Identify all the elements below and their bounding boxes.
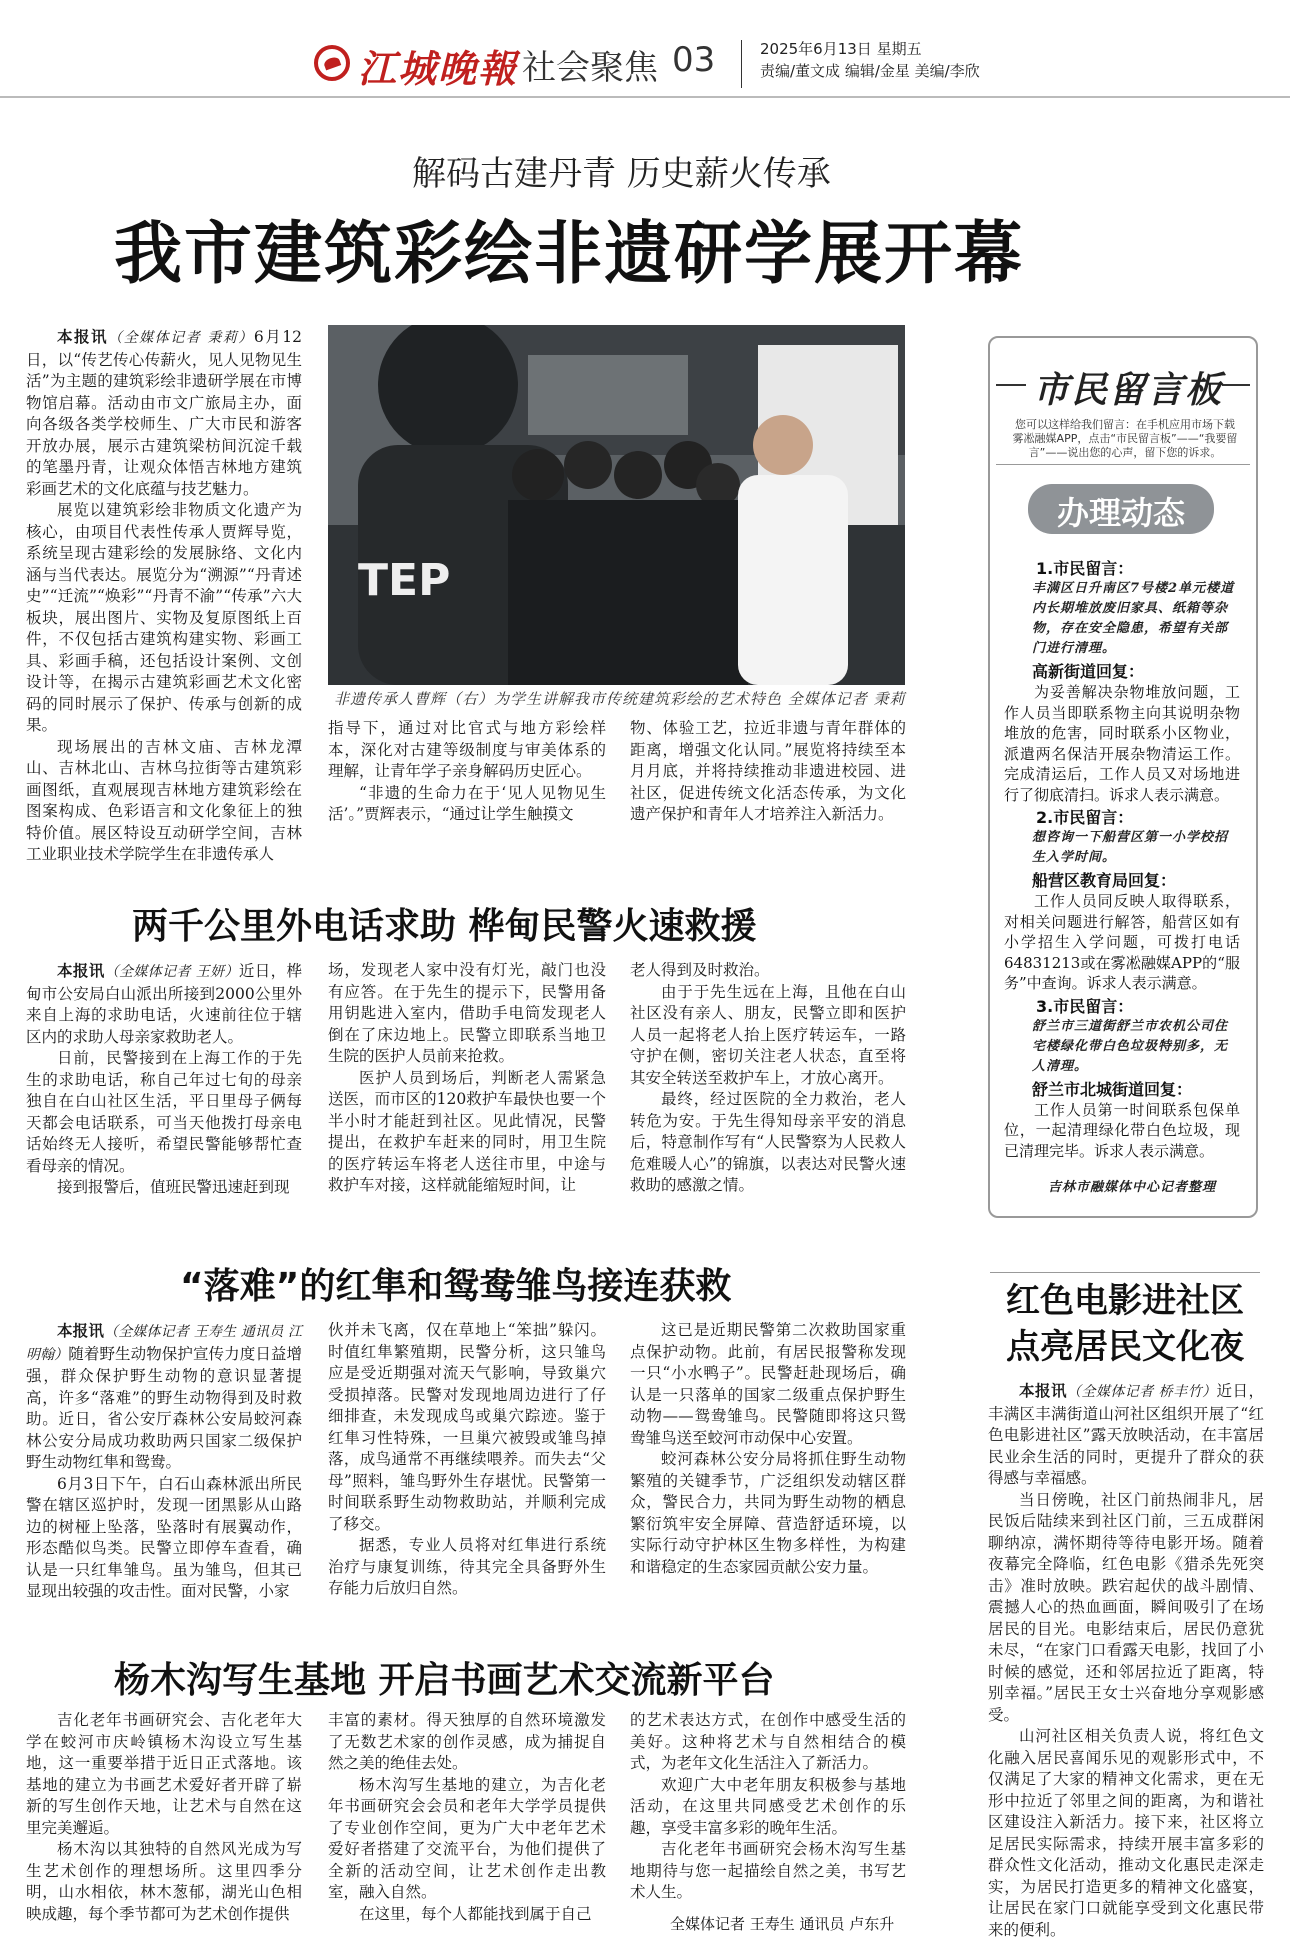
paragraph-text: 这已是近期民警第二次救助国家重点保护动物。此前，有居民报警称发现一只“小水鸭子”。民警赶赴现场后，确认是一只落单的国家二级重点保护野生动物——鸳鸯雏鸟。民警随即将这只鸳鸯雏鸟送至蛟河市动保中心安置。 bbox=[630, 1321, 906, 1447]
message-answer: 工作人员第一时间联系包保单位，一起清理绿化带白色垃圾，现已清理完毕。诉求人表示满意。 bbox=[1004, 1100, 1240, 1160]
masthead bbox=[0, 0, 1290, 90]
newspaper-logo-icon bbox=[314, 45, 350, 81]
top-rule bbox=[0, 96, 1290, 98]
board-rule-left bbox=[996, 384, 1026, 386]
sidebar-item bbox=[1004, 994, 1240, 1162]
lead-headline: 我市建筑彩绘非遗研学展开幕 bbox=[114, 215, 1025, 294]
sidebar-item bbox=[1004, 556, 1240, 805]
story3-col-3 bbox=[630, 1320, 906, 1578]
paragraph-text: 展览以建筑彩绘非物质文化遗产为核心，由项目代表性传承人贾辉导览，系统呈现古建彩绘的发展脉络、文化内涵与当代表达。展览分为“溯源”“丹青述史”“迁流”“焕彩”“丹青不渝”“传承”六大板块，展出图片、实物及复原图纸上百件，不仅包括古建筑构建实物、彩画工具、彩画手稿，还包括设计案例、文创设计等，在揭示古建筑彩画艺术文化密码的同时展示了保护、传承与创新的成果。 bbox=[26, 501, 302, 734]
paragraph bbox=[630, 1710, 906, 1775]
paragraph-text: 据悉，专业人员将对红隼进行系统治疗与康复训练，待其完全具备野外生存能力后放归自然。 bbox=[328, 1536, 606, 1597]
story2-col-1 bbox=[26, 960, 302, 1199]
paragraph bbox=[26, 1839, 302, 1925]
paragraph-text: 由于于先生远在上海，且他在白山社区没有亲人、朋友，民警立即和医护人员一起将老人抬上医疗转运车，一路守护在侧，密切关注老人状态，直至将其安全转送至救护车上，才放心离开。 bbox=[630, 982, 906, 1087]
story2-headline: 两千公里外电话求助 桦甸民警火速救援 bbox=[132, 906, 757, 947]
message-number: 3.市民留言： bbox=[1036, 996, 1134, 1016]
dateline: 本报讯 bbox=[57, 1321, 105, 1340]
paragraph bbox=[26, 737, 302, 866]
paragraph-text: 吉化老年书画研究会杨木沟写生基地期待与您一起描绘自然之美，书写艺术人生。 bbox=[630, 1840, 906, 1901]
paragraph bbox=[328, 1320, 606, 1535]
paragraph bbox=[26, 1710, 302, 1839]
lead-subhead: 解码古建丹青 历史薪火传承 bbox=[412, 154, 831, 194]
story4-credit: 全媒体记者 王寿生 通讯员 卢东升 bbox=[670, 1915, 895, 1933]
paragraph-text: 物、体验工艺，拉近非遗与青年群体的距离，增强文化认同。”展览将持续至本月月底，并将持续推动非遗进校园、进社区，促进传统文化活态传承，为文化遗产保护和青年人才培养注入新活力。 bbox=[630, 719, 906, 823]
dateline: 本报讯 bbox=[57, 961, 105, 980]
movie-headline bbox=[990, 1278, 1260, 1370]
paragraph bbox=[26, 960, 302, 1048]
dynamics-title: 办理动态 bbox=[1056, 494, 1185, 532]
board-rule-right bbox=[1222, 384, 1250, 386]
message-question: 想咨询一下船营区第一小学校招生入学时间。 bbox=[1032, 830, 1229, 865]
message-answer: 为妥善解决杂物堆放问题，工作人员当即联系物主向其说明杂物堆放的危害，同时联系小区物业，派遣两名保洁开展杂物清运工作。完成清运后，工作人员又对场地进行了彻底清扫。诉求人表示满意。 bbox=[1004, 683, 1240, 804]
dateline: 本报讯 bbox=[1019, 1381, 1067, 1400]
movie-headline-line1: 红色电影进社区 bbox=[1006, 1281, 1244, 1321]
paragraph bbox=[26, 326, 302, 500]
story4-col-3 bbox=[630, 1710, 906, 1904]
movie-top-rule bbox=[990, 1272, 1260, 1273]
sidebar-item bbox=[1004, 805, 1240, 994]
paragraph bbox=[630, 718, 906, 826]
paragraph-text: 的艺术表达方式，在创作中感受生活的美好。这种将艺术与自然相结合的模式，为老年文化生活注入了新活力。 bbox=[630, 1711, 906, 1772]
story3-headline: “落难”的红隼和鸳鸯雏鸟接连获救 bbox=[180, 1266, 732, 1307]
byline: （全媒体记者 桥丰竹） bbox=[1066, 1384, 1217, 1400]
paragraph-text: 杨木沟以其独特的自然风光成为写生艺术创作的理想场所。这里四季分明，山水相依，林木葱郁，湖光山色相映成趣，每个季节都可为艺术创作提供 bbox=[26, 1840, 302, 1923]
paragraph bbox=[630, 1449, 906, 1578]
paragraph bbox=[26, 1177, 302, 1199]
story2-col-3 bbox=[630, 960, 906, 1197]
message-question: 丰满区日升南区7号楼2单元楼道内长期堆放废旧家具、纸箱等杂物，存在安全隐患，希望有关部门进行清理。 bbox=[1032, 581, 1235, 656]
message-number: 2.市民留言： bbox=[1036, 808, 1134, 827]
message-responder: 高新街道回复： bbox=[1032, 662, 1145, 681]
movie-headline-line2: 点亮居民文化夜 bbox=[1006, 1327, 1244, 1367]
paragraph-text: 当日傍晚，社区门前热闹非凡，居民饭后陆续来到社区门前，三五成群闲聊纳凉，满怀期待等待电影开场。随着夜幕完全降临，红色电影《猎杀先死突击》准时放映。跌宕起伏的战斗剧情、震撼人心的热血画面，瞬间吸引了在场居民的目光。电影结束后，居民仍意犹未尽，“在家门口看露天电影，找回了小时候的感觉，还和邻居拉近了距离，特别幸福。”居民王女士兴奋地分享观影感受。 bbox=[988, 1490, 1264, 1724]
paragraph bbox=[630, 982, 906, 1090]
story4-col-2 bbox=[328, 1710, 606, 1925]
paragraph-text: 医护人员到场后，判断老人需紧急送医，而市区的120救护车最快也要一个半小时才能赶到社区。见此情况，民警提出，在救护车赶来的同时，用卫生院的医疗转运车将老人送往市里，中途与救护车对接，这样就能缩短时间，让 bbox=[328, 1068, 606, 1194]
story4-col-1 bbox=[26, 1710, 302, 1925]
paragraph-text: 接到报警后，值班民警迅速赶到现 bbox=[57, 1178, 290, 1196]
paragraph bbox=[26, 1320, 302, 1474]
paragraph-text: 蛟河森林公安分局将抓住野生动物繁殖的关键季节，广泛组织发动辖区群众，警民合力，共同为野生动物的栖息繁衍筑牢安全屏障、营造舒适环境，以实际行动守护林区生物多样性，为构建和谐稳定的生态家园贡献公安力量。 bbox=[630, 1450, 906, 1576]
paragraph-text: “非遗的生命力在于‘见人见物见生活’。”贾辉表示，“通过让学生触摸文 bbox=[328, 783, 606, 823]
paragraph-text: 指导下，通过对比官式与地方彩绘样本，深化对古建等级制度与审美体系的理解，让青年学子亲身解码历史匠心。 bbox=[328, 719, 606, 780]
paragraph bbox=[988, 1380, 1264, 1490]
story3-col-2 bbox=[328, 1320, 606, 1600]
paragraph-text: 丰富的素材。得天独厚的自然环境激发了无数艺术家的创作灵感，成为捕捉自然之美的绝佳去处。 bbox=[328, 1711, 606, 1772]
story3-col-1 bbox=[26, 1320, 302, 1603]
paragraph bbox=[630, 1839, 906, 1904]
sidebar-items bbox=[1004, 556, 1240, 1161]
paragraph-text: 场，发现老人家中没有灯光，敲门也没有应答。在于先生的提示下，民警用备用钥匙进入室内，借助手电筒发现老人倒在了床边地上。民警立即联系当地卫生院的医护人员前来抢救。 bbox=[328, 961, 606, 1065]
message-number: 1.市民留言： bbox=[1036, 559, 1134, 578]
paragraph bbox=[328, 960, 606, 1068]
newspaper-name: 江城晚報 bbox=[358, 46, 519, 91]
paragraph-text: 近日，桦甸市公安局白山派出所接到2000公里外来自上海的求助电话，火速前往位于辖区内的求助人母亲家救助老人。 bbox=[26, 962, 302, 1046]
story4-headline: 杨木沟写生基地 开启书画艺术交流新平台 bbox=[114, 1660, 775, 1701]
paragraph bbox=[26, 500, 302, 737]
paragraph bbox=[988, 1726, 1264, 1941]
paragraph bbox=[328, 1710, 606, 1775]
lead-col-2 bbox=[328, 718, 606, 826]
paragraph-text: 现场展出的吉林文庙、吉林龙潭山、吉林北山、吉林乌拉街等古建筑彩画图纸，直观展现吉林地方建筑彩绘在图案构成、色彩语言和文化象征上的独特价值。展区特设互动研学空间，吉林工业职业技术学院学生在非遗传承人 bbox=[26, 737, 302, 863]
paragraph-text: 山河社区相关负责人说，将红色文化融入居民喜闻乐见的观影形式中，不仅满足了大家的精神文化需求，更在无形中拉近了邻里之间的距离，为和谐社区建设注入新活力。接下来，社区将立足居民实际需求，持续开展丰富多彩的群众性文化活动，推动文化惠民走深走实，为居民打造更多的精神文化盛宴，让居民在家门口就能享受到文化惠民带来的便利。 bbox=[988, 1727, 1264, 1939]
byline: （全媒体记者 王妍） bbox=[104, 964, 239, 980]
byline: （全媒体记者 秉莉） bbox=[108, 330, 254, 346]
paragraph bbox=[328, 783, 606, 826]
paragraph bbox=[328, 1535, 606, 1600]
message-answer: 工作人员同反映人取得联系，对相关问题进行解答，船营区如有小学招生入学问题，可拨打电话64831213或在雾凇融媒APP的“服务”中查询。诉求人表示满意。 bbox=[1004, 892, 1240, 992]
sidebar-footer: 吉林市融媒体中心记者整理 bbox=[1048, 1180, 1217, 1195]
issue-date: 2025年6月13日 星期五 bbox=[760, 40, 922, 58]
paragraph bbox=[630, 960, 906, 982]
section-name: 社会聚焦 bbox=[522, 48, 658, 88]
story2-col-2 bbox=[328, 960, 606, 1197]
paragraph bbox=[630, 1775, 906, 1840]
paragraph-text: 随着野生动物保护宣传力度日益增强，群众保护野生动物的意识显著提高，许多“落难”的野生动物得到及时救助。近日，省公安厅森林公安局蛟河森林公安分局成功救助两只国家二级保护野生动物红隼和鸳鸯。 bbox=[26, 1344, 302, 1471]
paragraph bbox=[328, 1068, 606, 1197]
board-divider bbox=[996, 464, 1250, 465]
paragraph-text: 6月3日下午，白石山森林派出所民警在辖区巡护时，发现一团黑影从山路边的树桠上坠落，坠落时有展翼动作，形态酷似鸟类。民警立即停车查看，确认是一只红隼雏鸟。虽为雏鸟，但其已显现出较强的攻击性。面对民警，小家 bbox=[26, 1474, 302, 1600]
paragraph bbox=[988, 1490, 1264, 1727]
paragraph-text: 老人得到及时救治。 bbox=[630, 961, 770, 979]
paragraph bbox=[630, 1320, 906, 1449]
message-responder: 舒兰市北城街道回复： bbox=[1032, 1079, 1193, 1099]
byline: （全媒体记者 王寿生 通讯员 江明翰） bbox=[26, 1324, 302, 1363]
paragraph-text: 吉化老年书画研究会、吉化老年大学在蛟河市庆岭镇杨木沟设立写生基地，这一重要举措于近日正式落地。该基地的建立为书画艺术爱好者开辟了崭新的写生创作天地，让艺术与自然在这里完美邂逅。 bbox=[26, 1711, 302, 1837]
paragraph-text: 欢迎广大中老年朋友积极参与基地活动，在这里共同感受艺术创作的乐趣，享受丰富多彩的晚年生活。 bbox=[630, 1775, 906, 1837]
paragraph bbox=[26, 1048, 302, 1177]
shirt-text: TEP bbox=[358, 555, 451, 606]
paragraph bbox=[328, 1775, 606, 1904]
paragraph-text: 日前，民警接到在上海工作的于先生的求助电话，称自己年过七旬的母亲独自在白山社区生活，平日里母子俩每天都会电话联系，可当天他拨打母亲电话始终无人接听，希望民警能够帮忙查看母亲的情况。 bbox=[26, 1049, 302, 1175]
lead-col-1 bbox=[26, 326, 302, 866]
message-question: 舒兰市三道街舒兰市农机公司住宅楼绿化带白色垃圾特别多，无人清理。 bbox=[1032, 1018, 1229, 1074]
paragraph-text: 在这里，每个人都能找到属于自己 bbox=[359, 1904, 592, 1923]
paragraph-text: 近日，丰满区丰满街道山河社区组织开展了“红色电影进社区”露天放映活动，在丰富居民业余生活的同时，更提升了群众的获得感与幸福感。 bbox=[988, 1382, 1264, 1487]
message-responder: 船营区教育局回复： bbox=[1032, 871, 1177, 890]
paragraph bbox=[26, 1474, 302, 1603]
movie-body bbox=[988, 1380, 1264, 1941]
issue-editors: 责编/董文成 编辑/金星 美编/李欣 bbox=[760, 62, 980, 80]
paragraph bbox=[328, 1904, 606, 1926]
paragraph-text: 最终，经过医院的全力救治，老人转危为安。于先生得知母亲平安的消息后，特意制作写有“人民警察为人民救人危难暖人心”的锦旗，以表达对民警火速救助的感激之情。 bbox=[630, 1090, 906, 1194]
paragraph-text: 6月12日，以“传艺传心传薪火，见人见物见生活”为主题的建筑彩绘非遗研学展在市博物馆启幕。活动由市文广旅局主办，面向各级各类学校师生、广大市民和游客开放办展，展示古建筑梁枋间沉淀千载的笔墨丹青，让观众体悟吉林地方建筑彩画艺术的文化底蕴与技艺魅力。 bbox=[26, 328, 302, 498]
lead-col-3 bbox=[630, 718, 906, 826]
photo-caption: 非遗传承人曹辉（右）为学生讲解我市传统建筑彩绘的艺术特色 全媒体记者 秉莉 bbox=[334, 690, 906, 708]
paragraph-text: 杨木沟写生基地的建立，为吉化老年书画研究会会员和老年大学学员提供了专业创作空间，更为广大中老年艺术爱好者搭建了交流平台，为他们提供了全新的活动空间，让艺术创作走出教室，融入自然。 bbox=[328, 1775, 606, 1901]
dateline: 本报讯 bbox=[57, 327, 109, 346]
masthead-divider bbox=[741, 40, 742, 88]
board-note: 您可以这样给我们留言：在手机应用市场下载雾凇融媒APP，点击“市民留言板”——“我要留言”——说出您的心声，留下您的诉求。 bbox=[1012, 418, 1238, 459]
paragraph bbox=[328, 718, 606, 783]
paragraph bbox=[630, 1089, 906, 1197]
paragraph-text: 伙并未飞离，仅在草地上“笨拙”躲闪。时值红隼繁殖期，民警分析，这只雏鸟应是受近期强对流天气影响，导致巢穴受损掉落。民警对发现地周边进行了仔细排查，未发现成鸟或巢穴踪迹。鉴于红隼习性特殊，一旦巢穴被毁或雏鸟掉落，成鸟通常不再继续喂养。而失去“父母”照料，雏鸟野外生存堪忧。民警第一时间联系野生动物救助站，并顺利完成了移交。 bbox=[328, 1321, 606, 1533]
page-number: 03 bbox=[672, 40, 716, 80]
lead-photo bbox=[328, 325, 905, 685]
board-title: 市民留言板 bbox=[1033, 370, 1224, 411]
